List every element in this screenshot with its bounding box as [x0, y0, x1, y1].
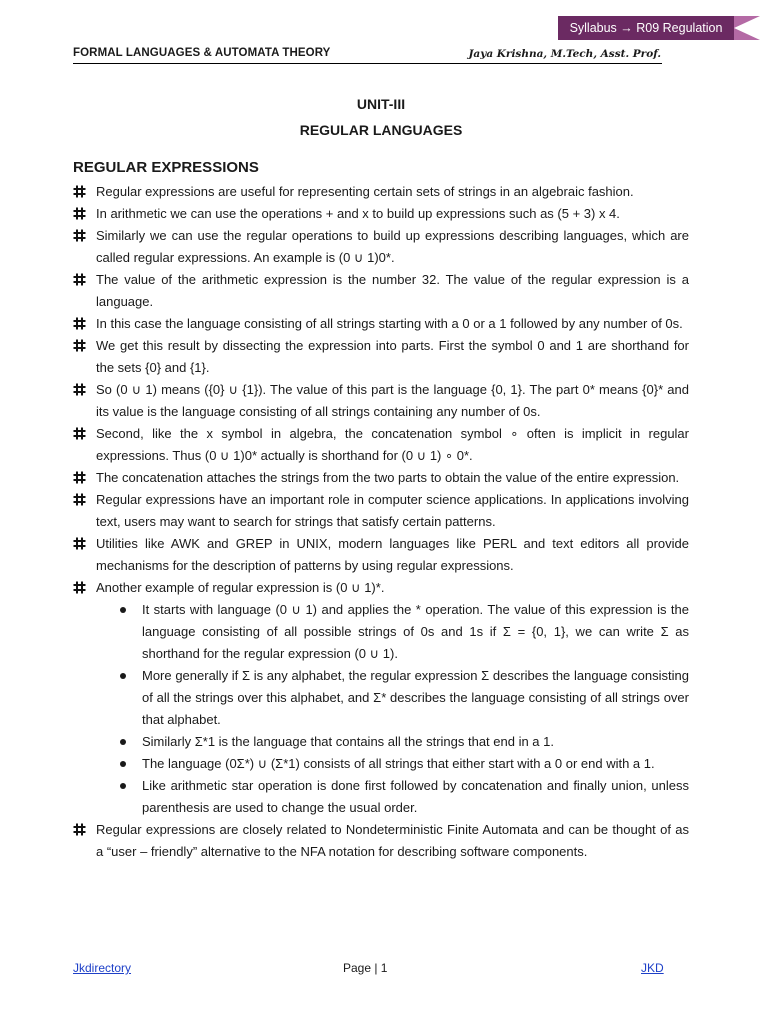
- hash-bullet-icon: [73, 229, 86, 242]
- list-item: [73, 335, 689, 379]
- hash-bullet-icon: [73, 273, 86, 286]
- list-item: [73, 423, 689, 467]
- list-item-text: Utilities like AWK and GREP in UNIX, modern languages like PERL and text editors all provide mechanisms for the description of patterns by using regular expressions.: [96, 536, 689, 573]
- hash-bullet-icon: [73, 317, 86, 330]
- list-item: [73, 379, 689, 423]
- list-item-text: So (0 ∪ 1) means ({0} ∪ {1}). The value of this part is the language {0, 1}. The part 0* means {0}* and its value is the language consisting of all strings containing any number of 0s.: [96, 382, 689, 419]
- tag-fold-bottom: [734, 28, 760, 40]
- syllabus-tag: Syllabus → R09 Regulation: [558, 16, 734, 40]
- sub-list-item: [118, 775, 689, 819]
- sub-list-item-text: Similarly Σ*1 is the language that contains all the strings that end in a 1.: [142, 734, 554, 749]
- list-item-text: Regular expressions have an important role in computer science applications. In applications involving text, users may want to search for strings that satisfy certain patterns.: [96, 492, 689, 529]
- list-item: [73, 225, 689, 269]
- sub-list-item-text: More generally if Σ is any alphabet, the regular expression Σ describes the language consisting of all the strings over this alphabet, and Σ* describes the language consisting of all strings over that alphabet.: [142, 668, 689, 727]
- list-item: [73, 269, 689, 313]
- hash-bullet-icon: [73, 427, 86, 440]
- list-item-text: We get this result by dissecting the expression into parts. First the symbol 0 and 1 are shorthand for the sets {0} and {1}.: [96, 338, 689, 375]
- list-item: [73, 313, 689, 335]
- unit-subtitle: REGULAR LANGUAGES: [299, 122, 463, 138]
- list-item: [73, 181, 689, 203]
- dot-bullet-icon: [120, 673, 126, 679]
- sub-bullet-list: [96, 599, 689, 819]
- list-item-text: Second, like the x symbol in algebra, the concatenation symbol ∘ often is implicit in regular expressions. Thus (0 ∪ 1)0* actually is shorthand for (0 ∪ 1) ∘ 0*.: [96, 426, 689, 463]
- unit-title: UNIT-III: [356, 96, 406, 112]
- sub-list-item-text: Like arithmetic star operation is done first followed by concatenation and finally union, unless parenthesis are used to change the usual order.: [142, 778, 689, 815]
- list-item: [73, 489, 689, 533]
- sub-list-item: [118, 753, 689, 775]
- list-item: [73, 819, 689, 863]
- hash-bullet-icon: [73, 493, 86, 506]
- list-item-text: Another example of regular expression is (0 ∪ 1)*.: [96, 580, 385, 595]
- list-item-text: Similarly we can use the regular operations to build up expressions describing languages, which are called regular expressions. An example is (0 ∪ 1)0*.: [96, 228, 689, 265]
- dot-bullet-icon: [120, 761, 126, 767]
- list-item-text: Regular expressions are closely related to Nondeterministic Finite Automata and can be thought of as a “user – friendly” alternative to the NFA notation for describing software components.: [96, 822, 689, 859]
- list-item: [73, 577, 689, 819]
- bullet-list: [73, 181, 689, 863]
- list-item: [73, 203, 689, 225]
- header-course-title: FORMAL LANGUAGES & AUTOMATA THEORY: [73, 47, 331, 59]
- section-heading: REGULAR EXPRESSIONS: [73, 159, 259, 176]
- sub-list-item-text: It starts with language (0 ∪ 1) and applies the * operation. The value of this expression is the language consisting of all possible strings of 0s and 1s if Σ = {0, 1}, we can write Σ as shorthand for the regular expression (0 ∪ 1).: [142, 602, 689, 661]
- sub-list-item: [118, 731, 689, 753]
- list-item: [73, 467, 689, 489]
- list-item-text: In this case the language consisting of all strings starting with a 0 or a 1 followed by any number of 0s.: [96, 316, 683, 331]
- header-author: Jaya Krishna, M.Tech, Asst. Prof.: [468, 48, 661, 60]
- hash-bullet-icon: [73, 207, 86, 220]
- hash-bullet-icon: [73, 383, 86, 396]
- list-item: [73, 533, 689, 577]
- list-item-text: Regular expressions are useful for representing certain sets of strings in an algebraic fashion.: [96, 184, 634, 199]
- hash-bullet-icon: [73, 339, 86, 352]
- dot-bullet-icon: [120, 739, 126, 745]
- footer-jkdirectory-link[interactable]: Jkdirectory: [73, 961, 132, 975]
- footer-jkd-link[interactable]: JKD: [641, 961, 664, 975]
- dot-bullet-icon: [120, 607, 126, 613]
- hash-bullet-icon: [73, 471, 86, 484]
- hash-bullet-icon: [73, 823, 86, 836]
- page-number: Page | 1: [343, 961, 388, 975]
- hash-bullet-icon: [73, 581, 86, 594]
- hash-bullet-icon: [73, 537, 86, 550]
- sub-list-item: [118, 599, 689, 665]
- hash-bullet-icon: [73, 185, 86, 198]
- dot-bullet-icon: [120, 783, 126, 789]
- list-item-text: The concatenation attaches the strings from the two parts to obtain the value of the entire expression.: [96, 470, 680, 485]
- list-item-text: The value of the arithmetic expression is the number 32. The value of the regular expression is a language.: [96, 272, 689, 309]
- header-rule: [73, 63, 662, 64]
- list-item-text: In arithmetic we can use the operations + and x to build up expressions such as (5 + 3) x 4.: [96, 206, 620, 221]
- sub-list-item: [118, 665, 689, 731]
- sub-list-item-text: The language (0Σ*) ∪ (Σ*1) consists of all strings that either start with a 0 or end with a 1.: [142, 756, 655, 771]
- tag-fold-top: [734, 16, 760, 28]
